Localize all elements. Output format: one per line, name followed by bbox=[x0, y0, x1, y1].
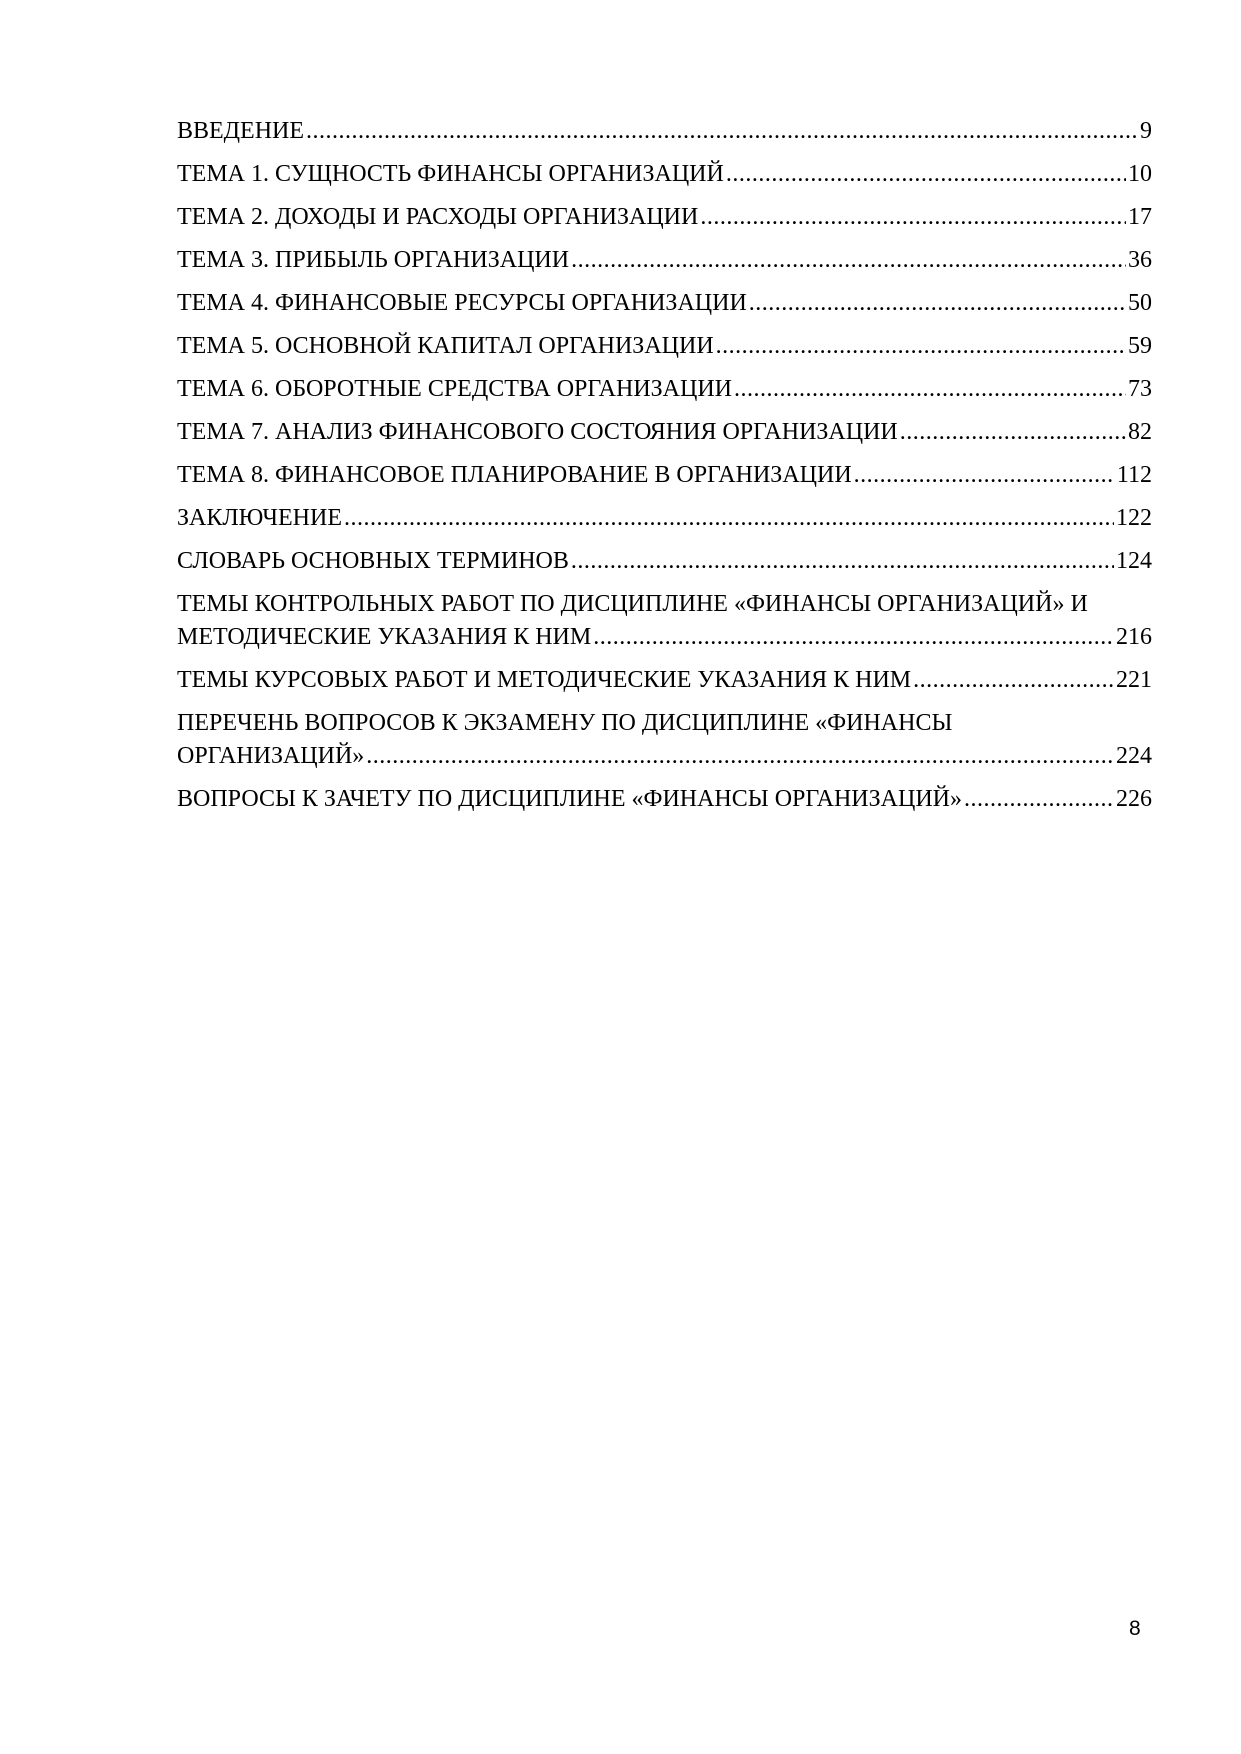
dot-leader bbox=[716, 330, 1126, 363]
toc-entry-topic-1[interactable] bbox=[177, 158, 1152, 191]
toc-line bbox=[177, 115, 1152, 148]
toc-entry-title: ТЕМА 3. ПРИБЫЛЬ ОРГАНИЗАЦИИ bbox=[177, 247, 570, 273]
toc-entry-page: 36 bbox=[1128, 247, 1152, 273]
toc-entry-title: МЕТОДИЧЕСКИЕ УКАЗАНИЯ К НИМ bbox=[177, 624, 592, 650]
toc-line bbox=[177, 664, 1152, 697]
toc-entry-page: 59 bbox=[1128, 333, 1152, 359]
toc-line bbox=[177, 545, 1152, 578]
toc-line bbox=[177, 158, 1152, 191]
toc-entry-page: 224 bbox=[1116, 743, 1152, 769]
toc-entry-page: 82 bbox=[1128, 419, 1152, 445]
toc-entry-exam-questions[interactable] bbox=[177, 707, 1152, 773]
toc-entry-page: 17 bbox=[1128, 204, 1152, 230]
toc-entry-page: 50 bbox=[1128, 290, 1152, 316]
dot-leader bbox=[593, 621, 1114, 654]
dot-leader bbox=[913, 664, 1114, 697]
toc-entry-topic-3[interactable] bbox=[177, 244, 1152, 277]
toc-entry-page: 216 bbox=[1116, 624, 1152, 650]
toc-line bbox=[177, 783, 1152, 816]
toc-line bbox=[177, 330, 1152, 363]
toc-entry-credit-questions[interactable] bbox=[177, 783, 1152, 816]
toc-entry-topic-6[interactable] bbox=[177, 373, 1152, 406]
toc-entry-page: 9 bbox=[1140, 118, 1152, 144]
dot-leader bbox=[726, 158, 1126, 191]
toc-line bbox=[177, 287, 1152, 320]
dot-leader bbox=[734, 373, 1126, 406]
toc-entry-page: 221 bbox=[1116, 667, 1152, 693]
toc-entry-title-line1: ПЕРЕЧЕНЬ ВОПРОСОВ К ЭКЗАМЕНУ ПО ДИСЦИПЛИНЕ «ФИНАНСЫ bbox=[177, 710, 953, 736]
toc-entry-title: ВВЕДЕНИЕ bbox=[177, 118, 305, 144]
toc-entry-title: ВОПРОСЫ К ЗАЧЕТУ ПО ДИСЦИПЛИНЕ «ФИНАНСЫ ОРГАНИЗАЦИЙ» bbox=[177, 786, 962, 812]
toc-entry-course-works[interactable] bbox=[177, 664, 1152, 697]
toc-entry-page: 122 bbox=[1116, 505, 1152, 531]
dot-leader bbox=[900, 416, 1126, 449]
toc-entry-title: ТЕМЫ КУРСОВЫХ РАБОТ И МЕТОДИЧЕСКИЕ УКАЗАНИЯ К НИМ bbox=[177, 667, 912, 693]
dot-leader bbox=[344, 502, 1114, 535]
page-number: 8 bbox=[1129, 1617, 1141, 1640]
toc-entry-topic-4[interactable] bbox=[177, 287, 1152, 320]
toc-line bbox=[177, 621, 1152, 654]
toc-entry-title: ТЕМА 5. ОСНОВНОЙ КАПИТАЛ ОРГАНИЗАЦИИ bbox=[177, 333, 714, 359]
toc-entry-conclusion[interactable] bbox=[177, 502, 1152, 535]
dot-leader bbox=[964, 783, 1114, 816]
toc-line bbox=[177, 459, 1152, 492]
toc-entry-glossary[interactable] bbox=[177, 545, 1152, 578]
dot-leader bbox=[854, 459, 1115, 492]
toc-entry-page: 124 bbox=[1116, 548, 1152, 574]
dot-leader bbox=[366, 740, 1114, 773]
toc-entry-introduction[interactable] bbox=[177, 115, 1152, 148]
toc-entry-title-line1: ТЕМЫ КОНТРОЛЬНЫХ РАБОТ ПО ДИСЦИПЛИНЕ «ФИНАНСЫ ОРГАНИЗАЦИЙ» И bbox=[177, 591, 1088, 617]
toc-line bbox=[177, 201, 1152, 234]
dot-leader bbox=[571, 244, 1126, 277]
toc-entry-title: ТЕМА 7. АНАЛИЗ ФИНАНСОВОГО СОСТОЯНИЯ ОРГАНИЗАЦИИ bbox=[177, 419, 898, 445]
toc-line bbox=[177, 416, 1152, 449]
toc-line bbox=[177, 244, 1152, 277]
toc-entry-title: ОРГАНИЗАЦИЙ» bbox=[177, 743, 365, 769]
toc-entry-page: 226 bbox=[1116, 786, 1152, 812]
toc-entry-title: ТЕМА 4. ФИНАНСОВЫЕ РЕСУРСЫ ОРГАНИЗАЦИИ bbox=[177, 290, 747, 316]
toc-line bbox=[177, 373, 1152, 406]
toc-line bbox=[177, 502, 1152, 535]
toc-entry-page: 10 bbox=[1128, 161, 1152, 187]
toc-entry-topic-8[interactable] bbox=[177, 459, 1152, 492]
toc-entry-page: 112 bbox=[1116, 462, 1152, 488]
toc-entry-title: ЗАКЛЮЧЕНИЕ bbox=[177, 505, 342, 531]
toc-entry-title: ТЕМА 1. СУЩНОСТЬ ФИНАНСЫ ОРГАНИЗАЦИЙ bbox=[177, 161, 724, 187]
toc-entry-title: ТЕМА 8. ФИНАНСОВОЕ ПЛАНИРОВАНИЕ В ОРГАНИЗАЦИИ bbox=[177, 462, 852, 488]
toc-entry-title: ТЕМА 2. ДОХОДЫ И РАСХОДЫ ОРГАНИЗАЦИИ bbox=[177, 204, 699, 230]
table-of-contents bbox=[177, 115, 1152, 826]
toc-entry-title: СЛОВАРЬ ОСНОВНЫХ ТЕРМИНОВ bbox=[177, 548, 569, 574]
toc-entry-page: 73 bbox=[1128, 376, 1152, 402]
toc-entry-control-works[interactable] bbox=[177, 588, 1152, 654]
dot-leader bbox=[571, 545, 1114, 578]
toc-line bbox=[177, 740, 1152, 773]
toc-entry-topic-2[interactable] bbox=[177, 201, 1152, 234]
toc-entry-topic-7[interactable] bbox=[177, 416, 1152, 449]
toc-entry-topic-5[interactable] bbox=[177, 330, 1152, 363]
dot-leader bbox=[749, 287, 1126, 320]
dot-leader bbox=[306, 115, 1138, 148]
dot-leader bbox=[700, 201, 1126, 234]
toc-entry-title: ТЕМА 6. ОБОРОТНЫЕ СРЕДСТВА ОРГАНИЗАЦИИ bbox=[177, 376, 732, 402]
